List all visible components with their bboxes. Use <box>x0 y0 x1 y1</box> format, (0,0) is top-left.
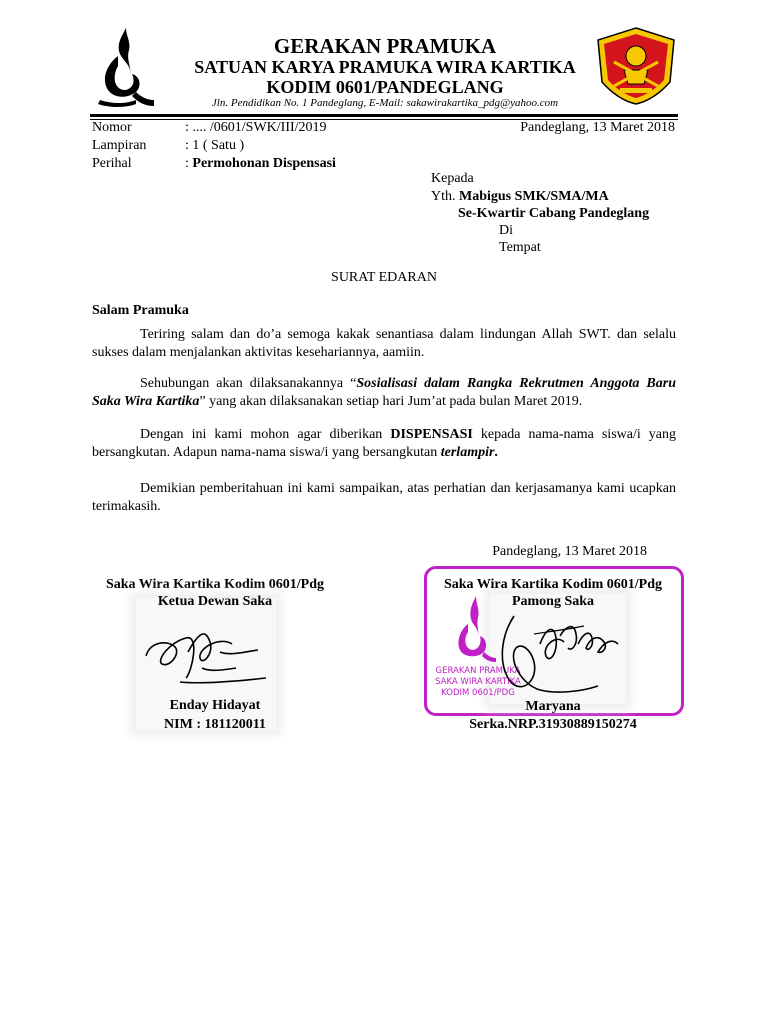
header-unit: SATUAN KARYA PRAMUKA WIRA KARTIKA <box>194 57 576 77</box>
perihal-label: Perihal <box>92 156 132 171</box>
right-signature <box>494 604 626 700</box>
recipient-di: Di <box>499 223 513 238</box>
recipient-name: Mabigus SMK/SMA/MA <box>459 189 609 204</box>
body-paragraph-2: Sehubungan akan dilaksanakannya “Sosialisasi dalam Rangka Rekrutmen Anggota Baru Saka Wira Kartika” yang akan dilaksanakan setiap hari Jum’at pada bulan Maret 2019. <box>92 376 676 409</box>
left-sign-name: Enday Hidayat <box>169 698 261 713</box>
terlampir-keyword: terlampir <box>440 445 495 460</box>
left-sign-role: Ketua Dewan Saka <box>157 594 273 609</box>
tunas-kelapa-logo <box>96 26 158 110</box>
body-paragraph-1: Teriring salam dan do’a semoga kakak senantiasa dalam lindungan Allah SWT. dan selalu sukses dalam menjalankan aktivitas kesehariannya, aamiin. <box>92 327 676 360</box>
right-sign-name: Maryana <box>525 699 581 714</box>
header-rule-thick <box>90 114 678 117</box>
stamp-line-1: GERAKAN PRAMUKA <box>435 666 521 676</box>
meta-labels <box>92 119 146 173</box>
recipient-yth: Yth. <box>431 189 459 204</box>
right-sign-id: Serka.NRP.31930889150274 <box>469 717 637 732</box>
meta-values <box>185 119 336 173</box>
header-address: Jln. Pendidikan No. 1 Pandeglang, E-Mail: sakawirakartika_pdg@yahoo.com <box>211 97 559 109</box>
recipient-line1 <box>431 188 609 206</box>
stamp-line-2: SAKA WIRA KARTIKA <box>435 677 521 687</box>
right-sign-org: Saka Wira Kartika Kodim 0601/Pdg <box>443 577 663 592</box>
recipient-tempat: Tempat <box>499 240 541 255</box>
body-paragraph-3: Dengan ini kami mohon agar diberikan DISPENSASI kepada nama-nama siswa/i yang bersangkutan. Adapun nama-nama siswa/i yang bersangkutan terlampir. <box>92 427 676 460</box>
perihal-value: Permohonan Dispensasi <box>192 156 336 171</box>
stamp-tunas-kelapa-icon <box>452 594 498 666</box>
right-sign-role: Pamong Saka <box>511 594 595 609</box>
recipient-kepada: Kepada <box>431 171 474 186</box>
event-name: Sosialisasi dalam Rangka Rekrutmen Anggota Baru Saka Wira Kartika <box>92 376 676 409</box>
left-sign-id: NIM : 181120011 <box>164 717 266 732</box>
nomor-label: Nomor <box>92 120 132 135</box>
lampiran-value: : 1 ( Satu ) <box>185 138 245 153</box>
nomor-value: : .... /0601/SWK/III/2019 <box>185 120 327 135</box>
closing-date: Pandeglang, 13 Maret 2018 <box>492 544 647 559</box>
letter-title: SURAT EDARAN <box>331 270 437 285</box>
recipient-line2: Se-Kwartir Cabang Pandeglang <box>458 206 650 221</box>
lampiran-label: Lampiran <box>92 138 147 153</box>
left-signature <box>140 612 272 692</box>
perihal-colon: : <box>185 156 193 171</box>
letter-date: Pandeglang, 13 Maret 2018 <box>520 120 675 135</box>
left-sign-org: Saka Wira Kartika Kodim 0601/Pdg <box>105 577 325 592</box>
header-kodim: KODIM 0601/PANDEGLANG <box>266 77 504 97</box>
body-paragraph-4: Demikian pemberitahuan ini kami sampaikan, atas perhatian dan kerjasamanya kami ucapkan terimakasih. <box>92 481 676 514</box>
stamp-line-3: KODIM 0601/PDG <box>441 688 515 698</box>
header-org: GERAKAN PRAMUKA <box>273 34 497 58</box>
saka-wira-kartika-emblem <box>594 26 678 106</box>
salutation: Salam Pramuka <box>92 303 189 318</box>
dispensasi-keyword: DISPENSASI <box>390 427 473 442</box>
